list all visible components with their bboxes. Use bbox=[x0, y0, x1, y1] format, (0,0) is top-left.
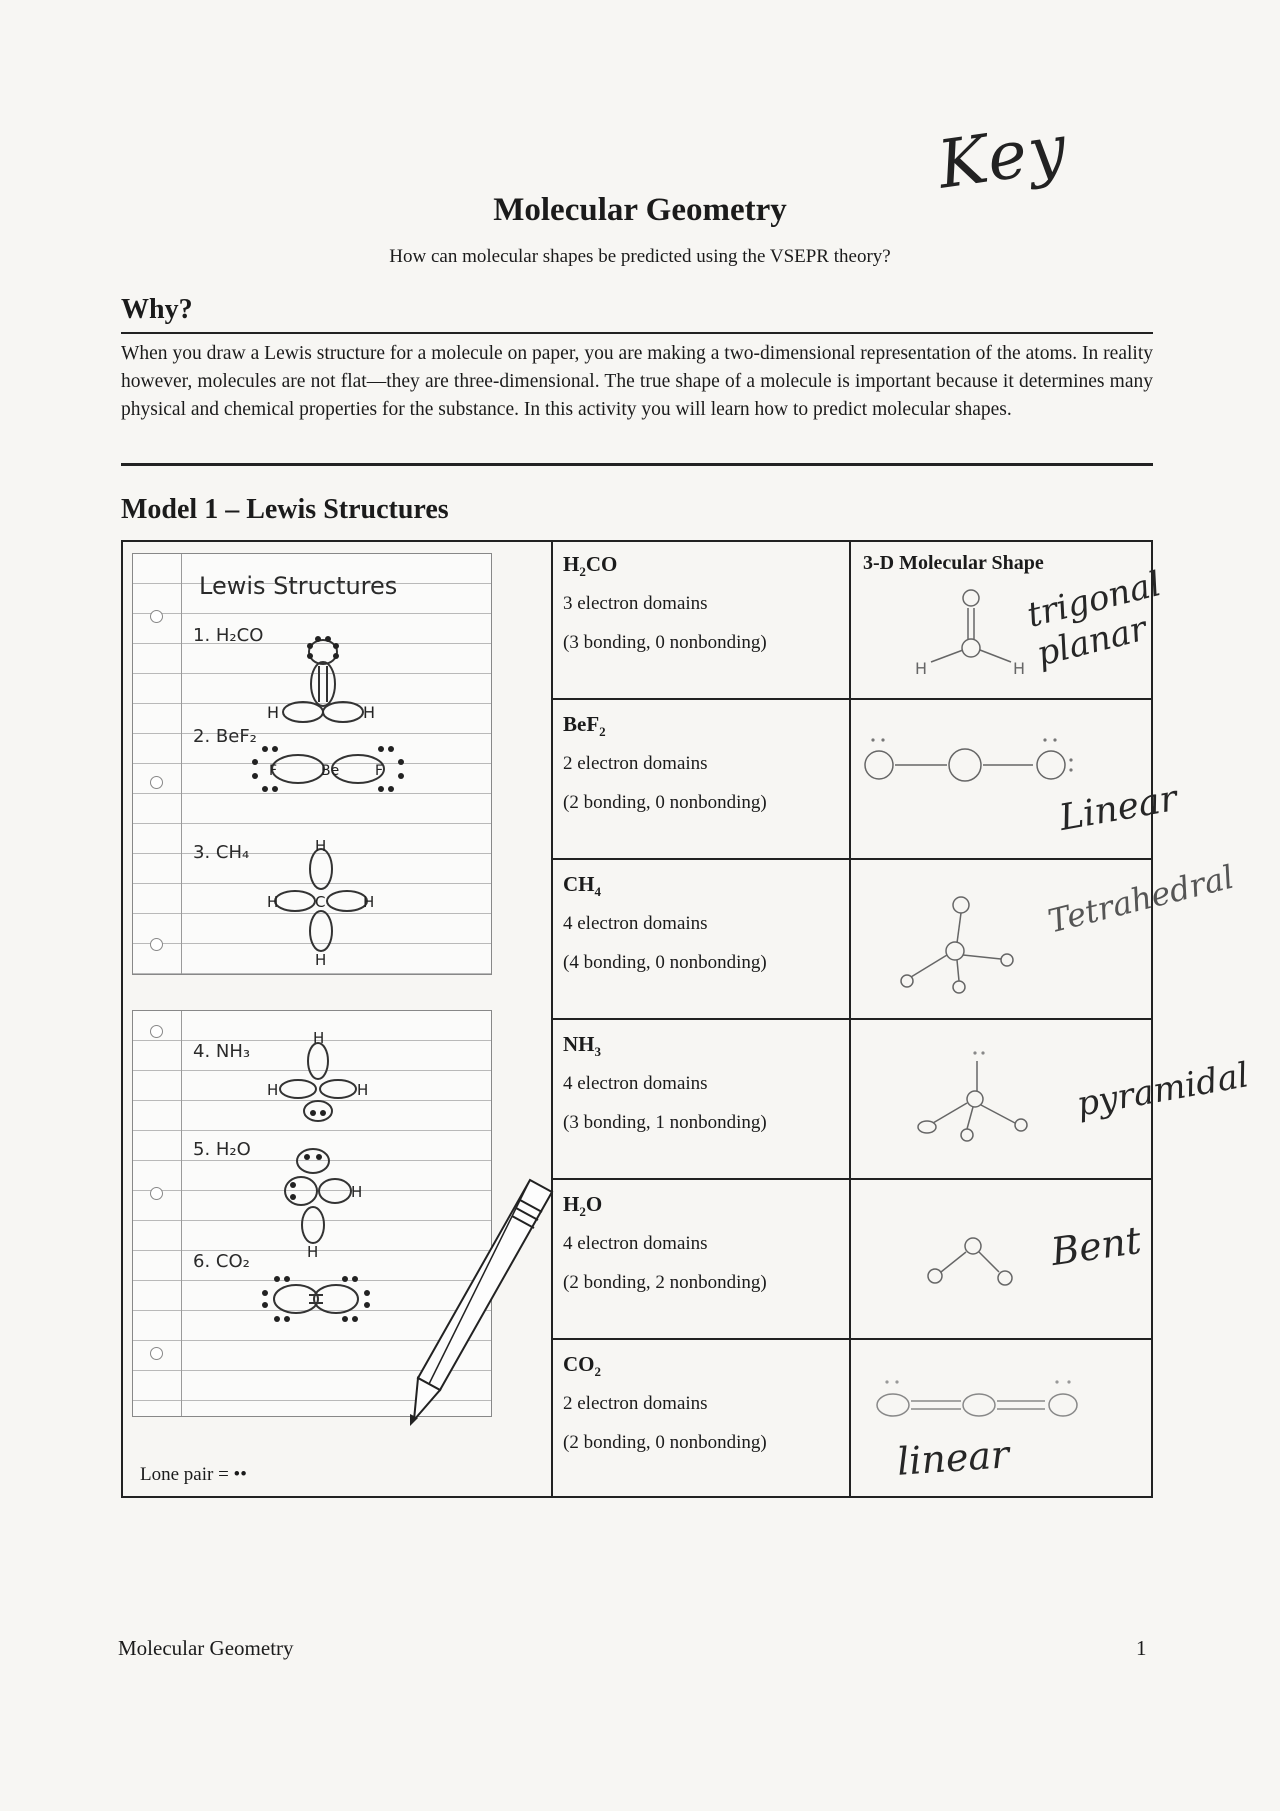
row-domains: 4 electron domains bbox=[563, 913, 708, 934]
lone-pair-legend: Lone pair = •• bbox=[140, 1464, 247, 1485]
pencil-illustration bbox=[380, 1170, 560, 1430]
model-heading: Model 1 – Lewis Structures bbox=[121, 494, 449, 525]
shape-sketch-linear bbox=[857, 730, 1107, 800]
svg-text:Be: Be bbox=[321, 763, 340, 779]
shape-sketch-tetrahedral bbox=[891, 885, 1041, 1005]
lewis-h2co-drawing bbox=[263, 634, 393, 734]
svg-text:H: H bbox=[363, 703, 376, 722]
handwritten-answer: linear bbox=[895, 1432, 1011, 1484]
lewis-nh3-drawing bbox=[263, 1031, 373, 1131]
lewis-bef2-drawing bbox=[243, 734, 413, 804]
notebook-item: 4. NH₃ bbox=[193, 1041, 251, 1062]
svg-text:H: H bbox=[267, 703, 280, 722]
notebook-item: 2. BeF₂ bbox=[193, 726, 257, 747]
handwritten-answer: Tetrahedral bbox=[1044, 857, 1238, 941]
row-formula: $H_2CO$ bbox=[563, 552, 618, 580]
svg-text:H: H bbox=[315, 839, 327, 855]
shape-sketch-bent bbox=[911, 1220, 1041, 1310]
page-number: 1 bbox=[1136, 1636, 1147, 1660]
row-info-nh3 bbox=[551, 1020, 851, 1180]
section-divider bbox=[121, 332, 1153, 334]
punch-hole bbox=[150, 776, 163, 789]
page-title: Molecular Geometry bbox=[493, 192, 787, 228]
shape-column-head: 3-D Molecular Shape bbox=[863, 552, 1044, 574]
footer-title: Molecular Geometry bbox=[118, 1636, 294, 1660]
svg-text:H: H bbox=[267, 893, 279, 911]
notebook-page-top bbox=[132, 553, 492, 975]
row-info-h2co bbox=[551, 540, 851, 700]
section-divider bbox=[121, 463, 1153, 466]
row-bonding: (3 bonding, 1 nonbonding) bbox=[563, 1112, 767, 1133]
row-shape-h2co bbox=[851, 540, 1165, 700]
punch-hole bbox=[150, 1025, 163, 1038]
row-bonding: (3 bonding, 0 nonbonding) bbox=[563, 632, 767, 653]
shape-sketch-linear-co2 bbox=[865, 1370, 1095, 1430]
row-bonding: (4 bonding, 0 nonbonding) bbox=[563, 952, 767, 973]
why-paragraph: When you draw a Lewis structure for a molecule on paper, you are making a two-dimensional representation of the atoms. In reality however, molecules are not flat—they are three-dimensional. The true shape of a molecule is important because it determines many physical and chemical properties for the substance. In this activity you will learn how to predict molecular shapes. bbox=[121, 343, 1153, 420]
row-domains: 4 electron domains bbox=[563, 1073, 708, 1094]
row-domains: 3 electron domains bbox=[563, 593, 708, 614]
handwritten-key-mark: Key bbox=[933, 109, 1073, 204]
punch-hole bbox=[150, 610, 163, 623]
row-domains: 4 electron domains bbox=[563, 1233, 708, 1254]
row-formula: $H_2O$ bbox=[563, 1192, 603, 1220]
svg-text:H: H bbox=[351, 1183, 363, 1201]
why-heading: Why? bbox=[121, 294, 193, 325]
svg-text:C: C bbox=[315, 893, 326, 911]
row-domains: 2 electron domains bbox=[563, 753, 708, 774]
svg-text:F: F bbox=[269, 763, 278, 779]
row-shape-bef2 bbox=[851, 700, 1181, 860]
notebook-item: 6. CO₂ bbox=[193, 1251, 250, 1272]
lewis-co2-drawing bbox=[251, 1269, 381, 1329]
punch-hole bbox=[150, 938, 163, 951]
handwritten-answer: Linear bbox=[1056, 778, 1181, 839]
notebook-item: 5. H₂O bbox=[193, 1139, 251, 1160]
svg-text:H: H bbox=[1013, 659, 1026, 678]
row-formula: BeF$_2$ bbox=[563, 712, 606, 740]
handwritten-answer: pyramidal bbox=[1073, 1055, 1252, 1125]
row-bonding: (2 bonding, 0 nonbonding) bbox=[563, 792, 767, 813]
row-shape-ch4 bbox=[851, 857, 1238, 1020]
shape-sketch-trigonal-planar bbox=[901, 582, 1041, 692]
svg-text:H: H bbox=[315, 951, 327, 969]
notebook-title: Lewis Structures bbox=[199, 572, 398, 600]
row-formula: $CH_4$ bbox=[563, 872, 601, 900]
row-formula: $NH_3$ bbox=[563, 1032, 601, 1060]
notebook-item: 1. H₂CO bbox=[193, 625, 264, 646]
row-info-bef2 bbox=[551, 700, 851, 860]
svg-text:H: H bbox=[363, 893, 375, 911]
row-shape-h2o bbox=[851, 1180, 1153, 1340]
svg-text:H: H bbox=[307, 1243, 319, 1261]
row-shape-co2 bbox=[851, 1340, 1153, 1498]
row-domains: 2 electron domains bbox=[563, 1393, 708, 1414]
svg-text:H: H bbox=[915, 659, 928, 678]
svg-text:H: H bbox=[313, 1031, 325, 1047]
svg-text:H: H bbox=[357, 1081, 369, 1099]
row-info-ch4 bbox=[551, 860, 851, 1020]
punch-hole bbox=[150, 1187, 163, 1200]
model-rows bbox=[551, 540, 1252, 1498]
svg-text:H: H bbox=[267, 1081, 279, 1099]
row-formula: $CO_2$ bbox=[563, 1352, 601, 1380]
row-bonding: (2 bonding, 0 nonbonding) bbox=[563, 1432, 767, 1453]
row-info-co2 bbox=[551, 1340, 851, 1498]
notebook-item: 3. CH₄ bbox=[193, 842, 250, 863]
lewis-h2o-drawing bbox=[263, 1141, 373, 1261]
shape-sketch-pyramidal bbox=[911, 1035, 1061, 1155]
punch-hole bbox=[150, 1347, 163, 1360]
lewis-ch4-drawing bbox=[263, 839, 383, 969]
row-bonding: (2 bonding, 2 nonbonding) bbox=[563, 1272, 767, 1293]
row-info-h2o bbox=[551, 1180, 851, 1340]
page-subtitle: How can molecular shapes be predicted using the VSEPR theory? bbox=[389, 246, 891, 267]
handwritten-answer: Bent bbox=[1048, 1217, 1144, 1275]
row-shape-nh3 bbox=[851, 1020, 1252, 1180]
handwritten-answer: trigonal planar bbox=[1023, 563, 1165, 675]
svg-text:F: F bbox=[375, 763, 384, 779]
